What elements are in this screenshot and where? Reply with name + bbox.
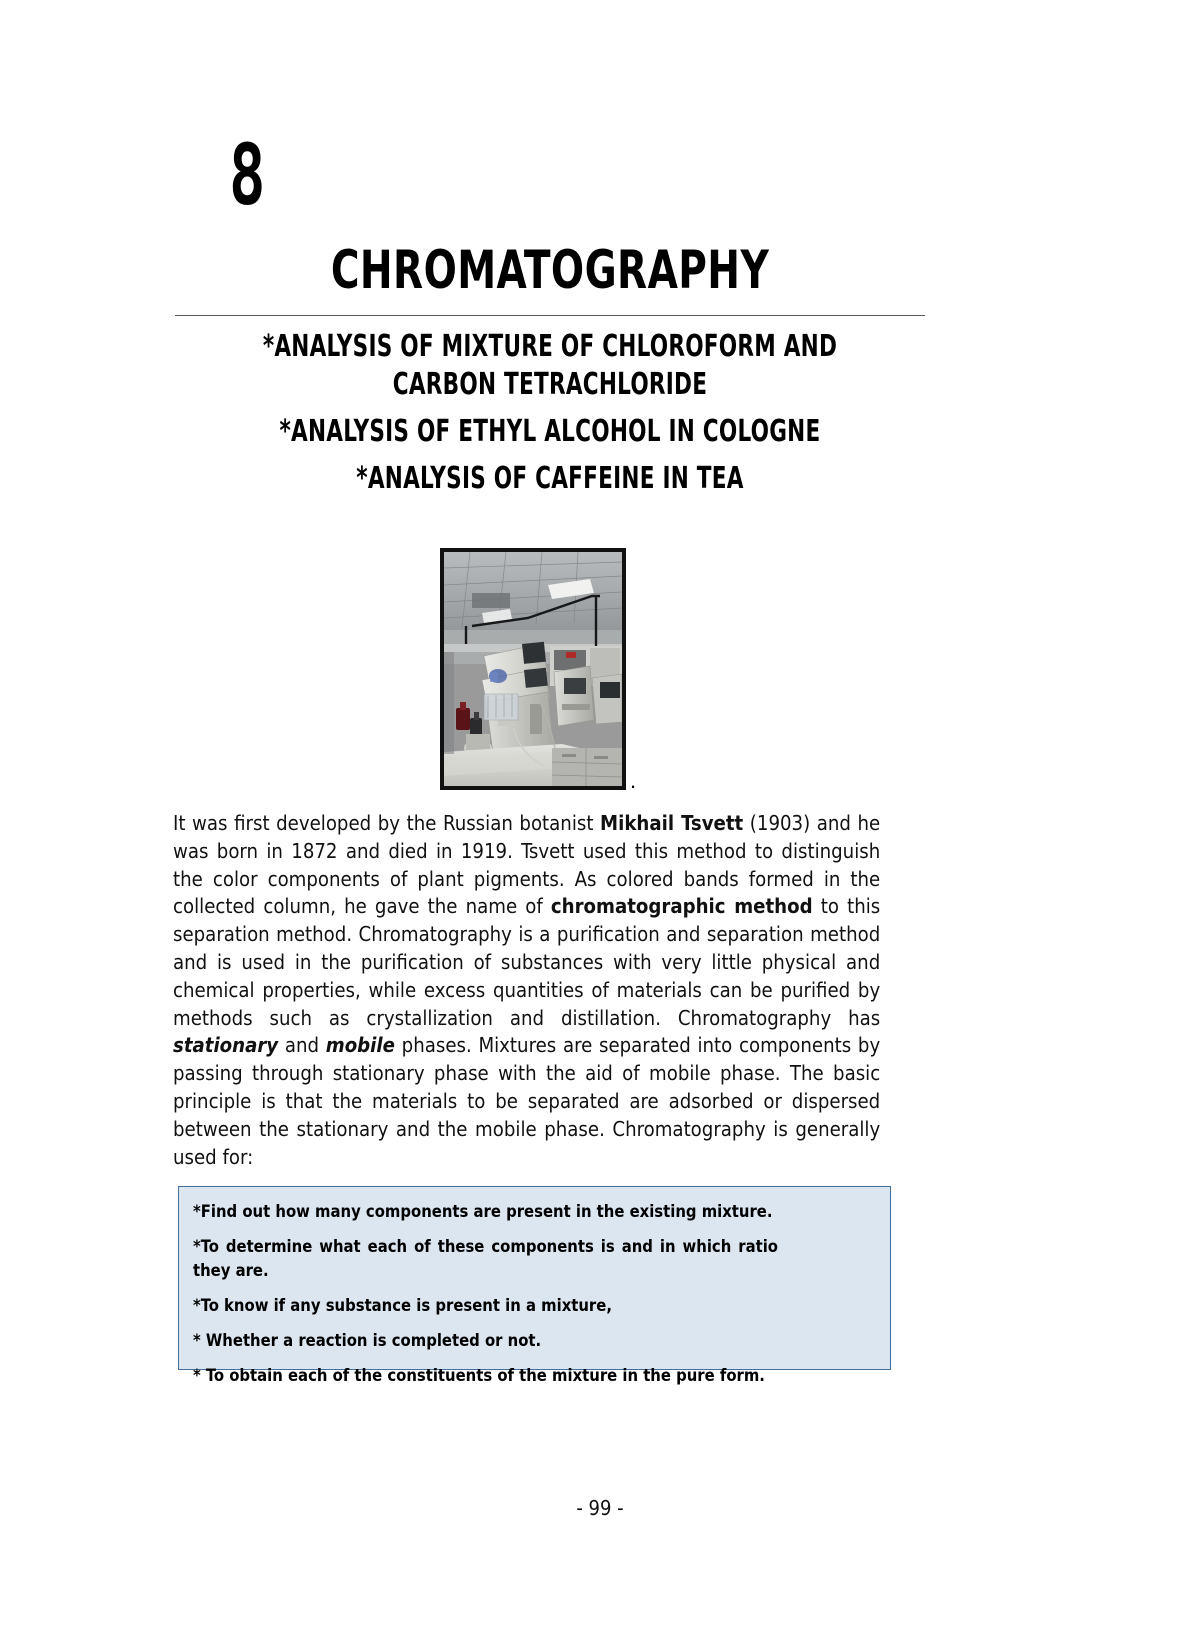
chapter-number: 8 — [229, 126, 264, 224]
figure-trailing-period: . — [630, 768, 637, 793]
key-uses-callout-box — [178, 1186, 891, 1385]
title-divider — [175, 315, 925, 316]
subtitle-list — [175, 328, 925, 507]
body-paragraph — [173, 810, 880, 1171]
callout-item-5: * To obtain each of the constituents of the mixture in the pure form. — [193, 1366, 765, 1385]
figure-frame — [440, 548, 626, 790]
callout-item-4: * Whether a reaction is completed or not. — [193, 1331, 542, 1350]
subtitle-item-3: *ANALYSIS OF CAFFEINE IN TEA — [356, 461, 744, 496]
callout-item-2: *To determine what each of these components is and in which ratio they are. — [193, 1237, 778, 1280]
page-title: CHROMATOGRAPHY — [330, 240, 770, 301]
subtitle-item-1: *ANALYSIS OF MIXTURE OF CHLOROFORM AND CARBON TETRACHLORIDE — [262, 329, 838, 402]
paragraph-runs: It was first developed by the Russian botanist Mikhail Tsvett (1903) and he was born in 1872 and died in 1919. Tsvett used this method to distinguish the color components of plant pigments. As colored bands formed in the collected column, he gave the name of chromatographic method to this separation method. Chromatography is a purification and separation method and is used in the purification of substances with very little physical and chemical properties, while excess quantities of materials can be purified by methods such as crystallization and distillation. Chromatography has stationary and mobile phases. Mixtures are separated into components by passing through stationary phase with the aid of mobile phase. The basic principle is that the materials to be separated are adsorbed or dispersed between the stationary and the mobile phase. Chromatography is generally used for: — [173, 811, 881, 1169]
subtitle-item-2: *ANALYSIS OF ETHYL ALCOHOL IN COLOGNE — [279, 414, 821, 449]
laboratory-chromatography-instruments-photo — [444, 552, 622, 786]
page-number: - 99 - — [576, 1496, 624, 1520]
figure — [440, 548, 637, 793]
callout-item-1: *Find out how many components are present in the existing mixture. — [193, 1202, 773, 1221]
callout-item-3: *To know if any substance is present in a mixture, — [193, 1296, 612, 1315]
